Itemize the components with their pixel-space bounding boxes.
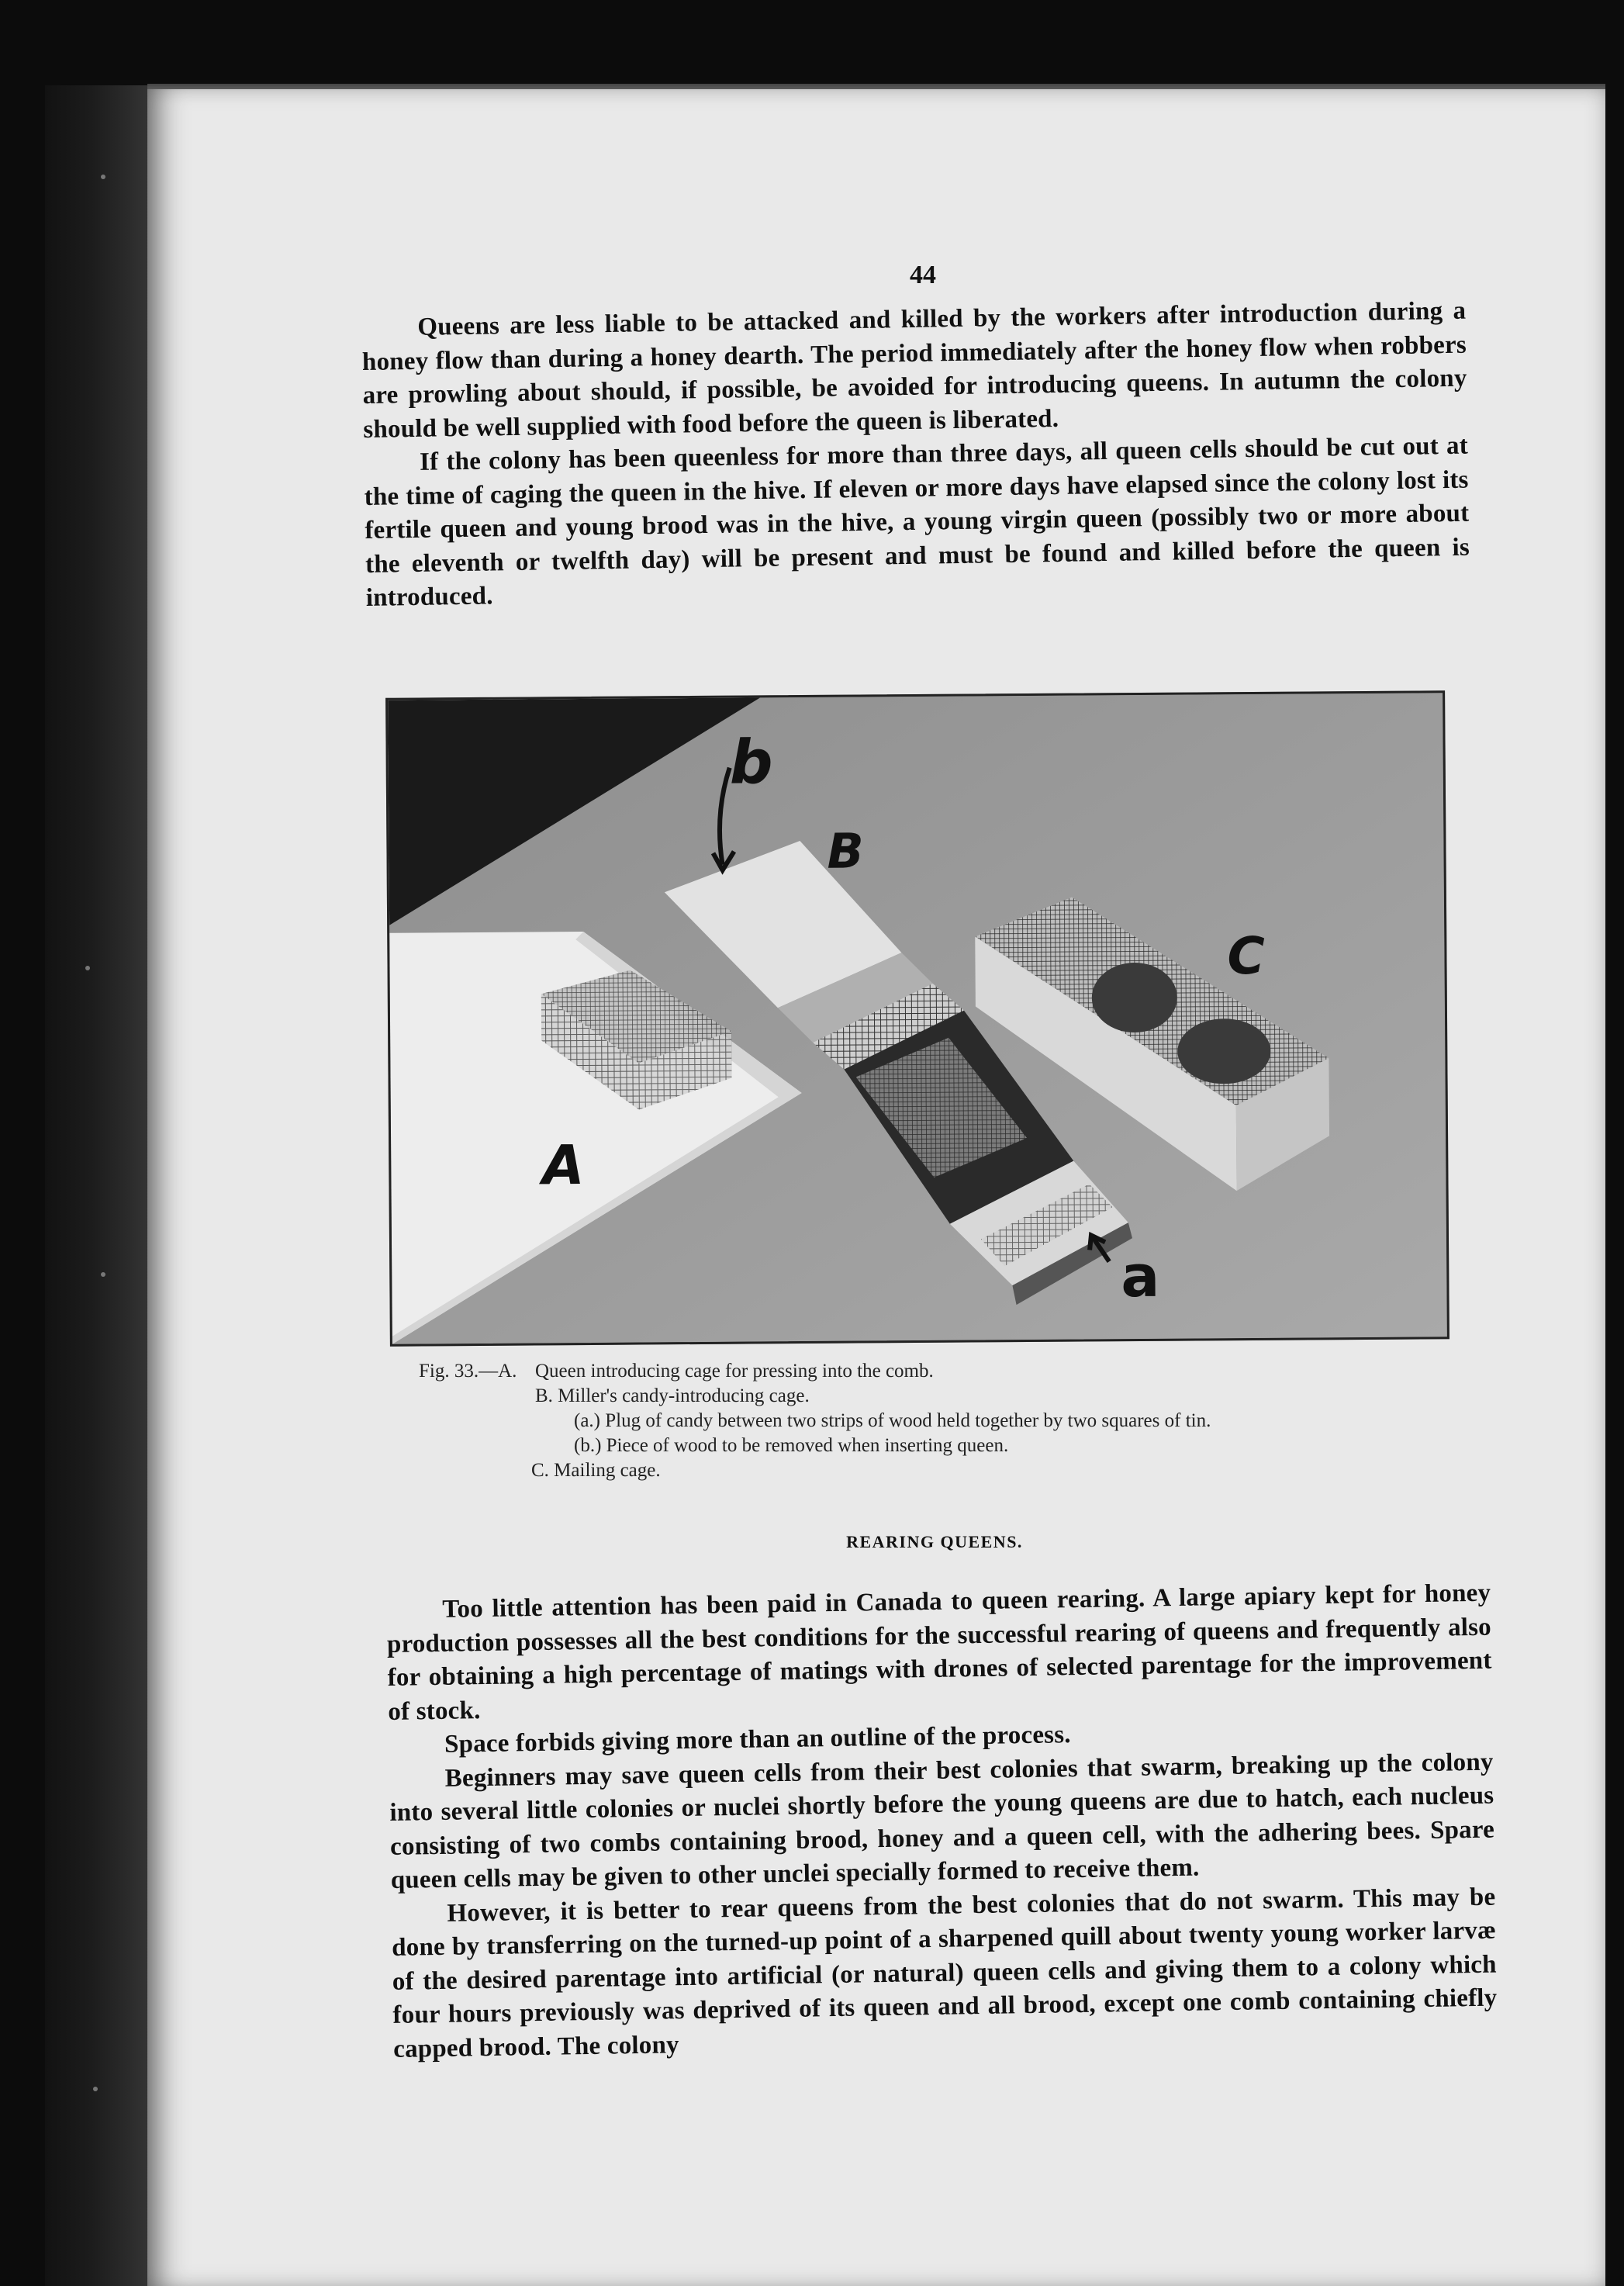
- label-A: A: [542, 1133, 585, 1198]
- page-number: 44: [910, 261, 936, 289]
- paragraph: Queens are less liable to be attacked and killed by the workers after introduction during a honey flow than during a honey dearth. The period immediately after the honey flow when robbers are prowling about should, if possible, be avoided for introducing queens. In autumn the colony should be well supplied with food before the queen is liberated.: [361, 296, 1467, 444]
- figure-caption: [419, 1359, 1489, 1483]
- paragraph: Too little attention has been paid in Canada to queen rearing. A large apiary kept for honey production possesses all the best conditions for the successful rearing of queens and frequently also for obtaining a high percentage of matings with drones of selected parentage for the improvement of stock.: [386, 1579, 1492, 1726]
- caption-line-a: [419, 1359, 1489, 1384]
- speck: [85, 966, 90, 970]
- label-b: b: [729, 728, 773, 798]
- queen-cages-photo: [388, 693, 1447, 1344]
- caption-line-b: B. Miller's candy-introducing cage.: [535, 1385, 810, 1406]
- label-B: B: [827, 822, 865, 880]
- caption-line-b-b: (b.) Piece of wood to be removed when inserting queen.: [574, 1435, 1009, 1456]
- paragraph: Space forbids giving more than an outline of the process.: [444, 1721, 1071, 1759]
- caption-line-b-a: (a.) Plug of candy between two strips of wood held together by two squares of tin.: [574, 1410, 1211, 1431]
- caption-lead: Fig. 33.—A.: [419, 1361, 517, 1382]
- text-block-bottom: [386, 1577, 1498, 2066]
- text-block-top: [361, 295, 1470, 616]
- paragraph: If the colony has been queenless for more than three days, all queen cells should be cut out at the time of caging the queen in the hive. If eleven or more days have elapsed since the colony lost its fertile queen and young brood was in the hive, a young virgin queen (possibly two or more about the eleventh or twelfth day) will be present and must be found and killed before the queen is introduced.: [364, 431, 1470, 612]
- caption-text-a: Queen introducing cage for pressing into the comb.: [535, 1361, 934, 1382]
- speck: [101, 175, 105, 179]
- paragraph: However, it is better to rear queens from the best colonies that do not swarm. This may be done by transferring on the turned-up point of a sharpened quill about twenty young worker larvæ of the desired parentage into artificial (or natural) queen cells and giving them to a colony which four hours previously was deprived of its queen and all brood, except one comb containing chiefly capped brood. The colony: [391, 1883, 1498, 2063]
- paragraph: Beginners may save queen cells from their best colonies that swarm, breaking up the colony into several little colonies or nuclei shortly before the young queens are due to hatch, each nucleus consisting of two combs containing brood, honey and a queen cell, with the adhering bees. Spare queen cells may be given to other unclei specially formed to receive them.: [389, 1748, 1495, 1894]
- figure-photo: [385, 690, 1450, 1347]
- book-spine-shadow: [45, 85, 161, 2286]
- caption-line-c: C. Mailing cage.: [531, 1460, 661, 1481]
- label-a: a: [1121, 1243, 1160, 1311]
- section-heading: REARING QUEENS.: [846, 1532, 1023, 1551]
- speck: [101, 1272, 105, 1277]
- speck: [93, 2087, 98, 2091]
- label-C: C: [1227, 925, 1266, 987]
